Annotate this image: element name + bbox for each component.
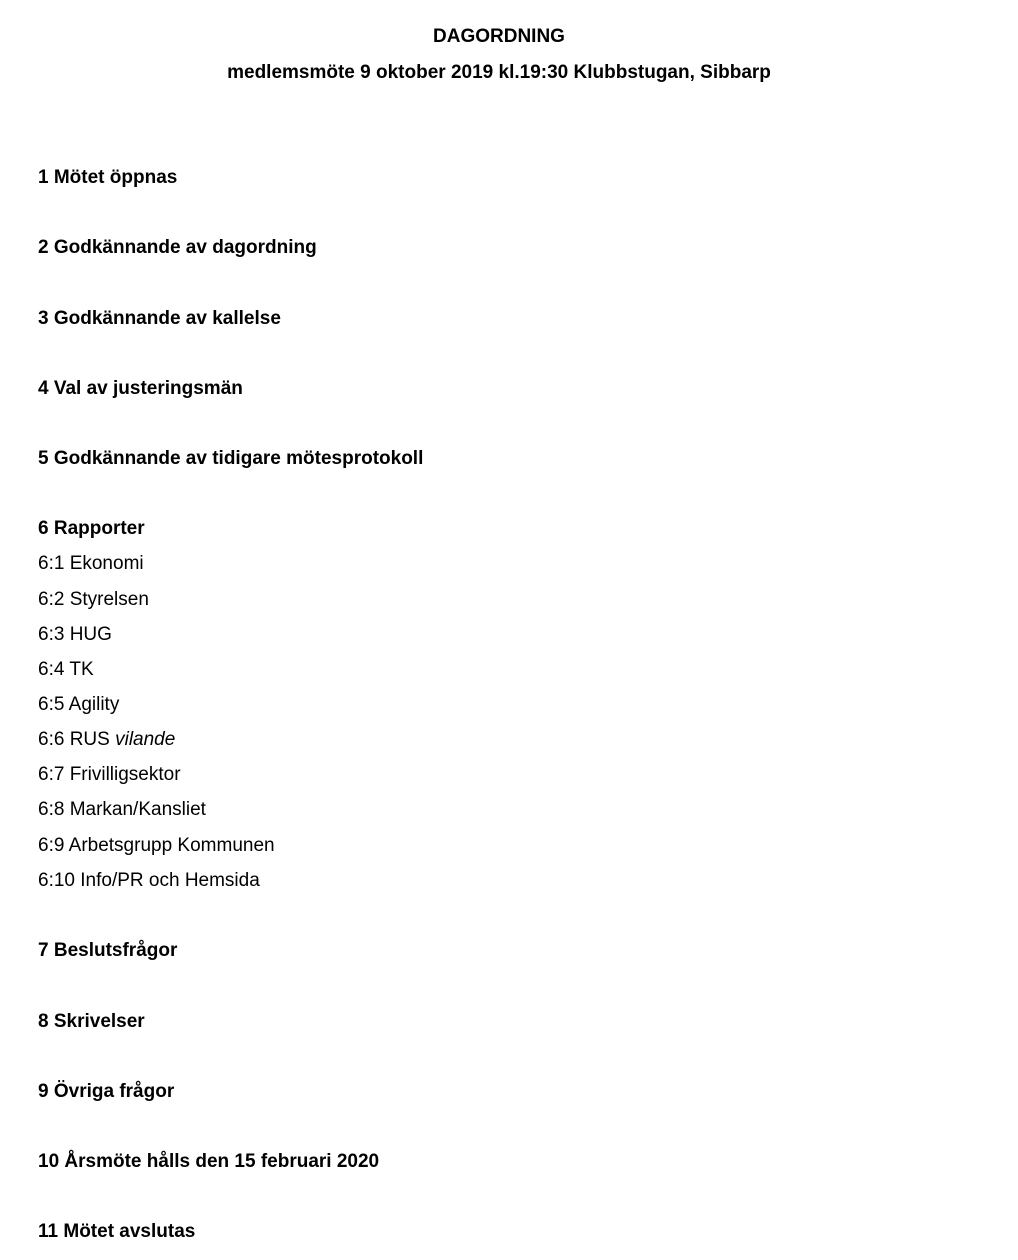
report-item: 6:4 TK bbox=[38, 659, 94, 680]
agenda-item: 7 Beslutsfrågor bbox=[38, 940, 178, 961]
report-item: 6:5 Agility bbox=[38, 694, 120, 715]
document-title: DAGORDNING bbox=[433, 26, 565, 47]
agenda-item: 2 Godkännande av dagordning bbox=[38, 237, 317, 258]
report-item: 6:2 Styrelsen bbox=[38, 589, 149, 610]
report-item-label: 6:6 RUS bbox=[38, 729, 116, 750]
agenda-item: 6 Rapporter bbox=[38, 518, 145, 539]
report-item: 6:8 Markan/Kansliet bbox=[38, 799, 206, 820]
report-item-note: vilande bbox=[115, 729, 176, 750]
agenda-item: 8 Skrivelser bbox=[38, 1011, 145, 1032]
report-item: 6:9 Arbetsgrupp Kommunen bbox=[38, 835, 275, 856]
agenda-item: 11 Mötet avslutas bbox=[38, 1221, 196, 1242]
report-item: 6:1 Ekonomi bbox=[38, 553, 144, 574]
agenda-item: 3 Godkännande av kallelse bbox=[38, 308, 281, 329]
agenda-item: 9 Övriga frågor bbox=[38, 1081, 175, 1102]
agenda-item: 10 Årsmöte hålls den 15 februari 2020 bbox=[38, 1151, 380, 1172]
agenda-item: 5 Godkännande av tidigare mötesprotokoll bbox=[38, 448, 424, 469]
agenda-item: 1 Mötet öppnas bbox=[38, 167, 178, 188]
report-item: 6:3 HUG bbox=[38, 624, 112, 645]
report-item: 6:7 Frivilligsektor bbox=[38, 764, 181, 785]
report-item bbox=[38, 728, 175, 752]
report-item: 6:10 Info/PR och Hemsida bbox=[38, 870, 260, 891]
agenda-item: 4 Val av justeringsmän bbox=[38, 378, 243, 399]
document-subtitle: medlemsmöte 9 oktober 2019 kl.19:30 Klubbstugan, Sibbarp bbox=[227, 62, 771, 83]
